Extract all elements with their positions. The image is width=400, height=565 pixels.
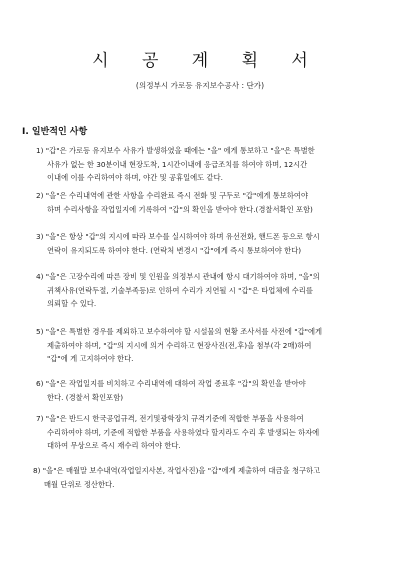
document-subtitle: (의정부시 가로등 유지보수공사 : 단가) bbox=[135, 81, 265, 90]
clause-line: 대하여 무상으로 즉시 재수리 하여야 한다. bbox=[47, 441, 181, 450]
clause-line: 7) "을"은 반드시 한국공업규격, 전기및광학장치 규격기준에 적합한 부품을 사용하여 bbox=[36, 414, 304, 423]
clause-line: 의뢰할 수 있다. bbox=[47, 299, 97, 308]
clause-2 bbox=[36, 189, 313, 216]
clause-3 bbox=[36, 230, 320, 257]
clause-line: 연락이 유지되도록 하여야 한다. (연락처 변경시 "갑"에게 즉시 통보하여야 한다) bbox=[47, 245, 302, 255]
section-heading-general: Ⅰ. 일반적인 사항 bbox=[22, 127, 88, 137]
clause-6 bbox=[36, 377, 306, 404]
clause-line: 2) "을"은 수리내역에 관한 사항을 수리완료 즉시 전화 및 구두로 "갑"에게 통보하여야 bbox=[36, 191, 308, 200]
clause-line: 6) "을"은 작업일지를 비치하고 수리내역에 대하여 작업 종료후 "갑"의 확인을 받아야 bbox=[36, 379, 306, 388]
clause-line: 한다. (경찰서 확인포함) bbox=[47, 392, 124, 402]
clause-line: 5) "을"은 특별한 경우를 제외하고 보수하여야 할 시설물의 현황 조사서를 사전에 "갑"에게 bbox=[36, 327, 323, 336]
clause-line: 매월 단위로 정산한다. bbox=[44, 479, 115, 489]
clause-line: 1) "갑"은 가로등 유지보수 사유가 발생하였을 때에는 "을" 에게 통보하고 "을"은 특별한 bbox=[36, 146, 315, 155]
clause-line: 3) "을"은 항상 "갑"의 지시에 따라 보수를 실시하여야 하며 유선전화, 핸드폰 등으로 항시 bbox=[36, 232, 320, 241]
clause-1 bbox=[36, 144, 315, 185]
clause-5 bbox=[36, 325, 322, 366]
clause-line: 4) "을"은 고장수리에 따른 장비 및 인원을 의정부시 관내에 항시 대기하여야 하며, "을"의 bbox=[36, 272, 320, 281]
clause-7 bbox=[36, 412, 319, 453]
clause-line: 사유가 없는 한 30분이내 현장도착, 1시간이내에 응급조치를 하여야 하며, 12시간 bbox=[47, 159, 308, 169]
clause-4 bbox=[36, 270, 320, 311]
clause-line: 귀책사유(연락두절, 기술부족등)로 인하여 수리가 지연될 시 "갑"은 타업체에 수리를 bbox=[47, 285, 313, 295]
clause-8 bbox=[33, 464, 320, 491]
clause-line: "갑"에 게 고지하여야 한다. bbox=[47, 354, 134, 363]
clause-line: 제출하여야 하며, "갑"의 지시에 의거 수리하고 현장사진(전,후)을 첨부(각 2매)하여 bbox=[47, 340, 312, 350]
document-title: 시 공 계 획 서 bbox=[92, 51, 322, 71]
clause-line: 8) "을"은 매월말 보수내역(작업일지사본, 작업사진)을 "갑"에게 제출하여 대금을 청구하고 bbox=[33, 466, 321, 475]
clause-line: 하며 수리사항을 작업일지에 기록하여 "갑"의 확인을 받아야 한다.(경찰서확인 포함) bbox=[47, 204, 313, 214]
clause-line: 수리하여야 하며, 기준에 적합한 부품을 사용하였다 할지라도 수리 후 발생되는 하자에 bbox=[47, 427, 320, 437]
clause-line: 이내에 이를 수리하여야 하며, 야간 및 공휴일에도 같다. bbox=[47, 173, 223, 182]
